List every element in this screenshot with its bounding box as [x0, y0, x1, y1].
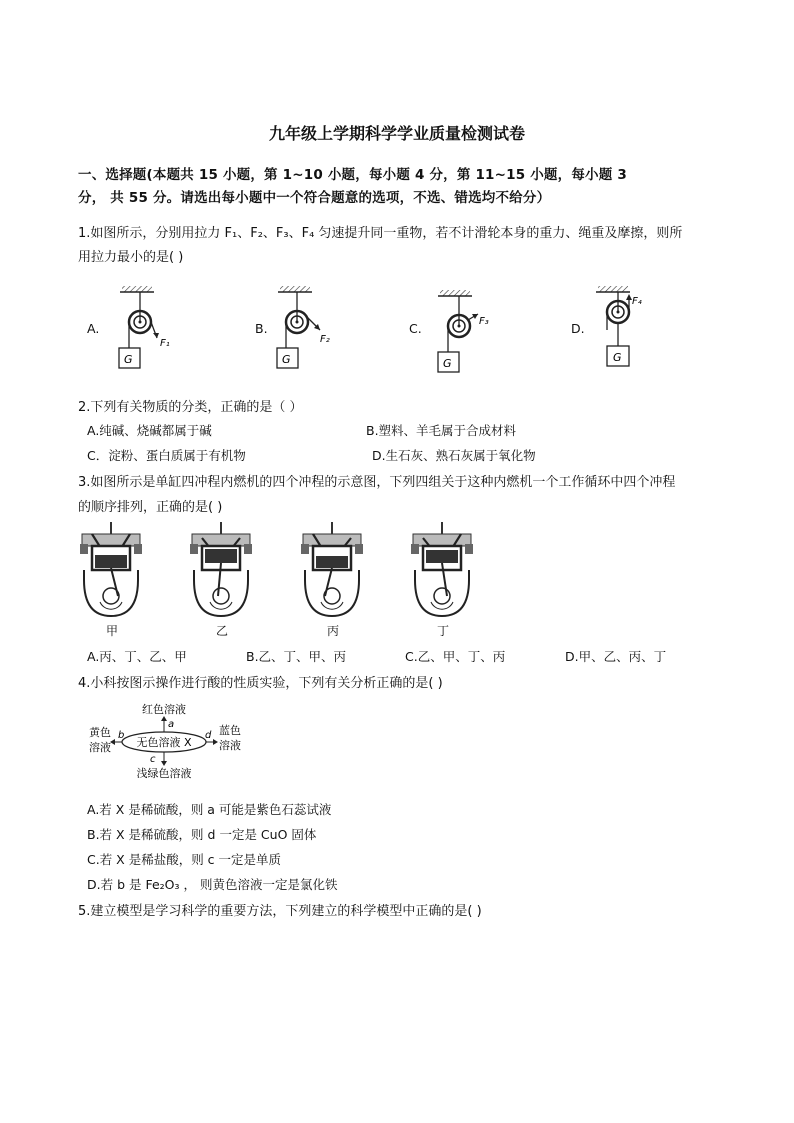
reagent-d-label: d [205, 730, 212, 741]
q1-option-b-label: B. [255, 321, 268, 336]
force-f2-label: F₂ [320, 334, 330, 345]
weight-d-label: G [613, 351, 622, 364]
engine-caption-bing: 丙 [327, 624, 340, 638]
q2-stem: 2.下列有关物质的分类，正确的是（ ） [78, 400, 303, 415]
q4-option-b: B.若 X 是稀硫酸，则 d 一定是 CuO 固体 [87, 827, 317, 842]
q3-stem-line2: 的顺序排列，正确的是( ) [78, 500, 223, 515]
yellow-solution-label-2: 溶液 [89, 741, 111, 754]
blue-solution-label-2: 溶液 [219, 739, 241, 752]
weight-b-label: G [282, 353, 291, 366]
pulley-diagrams [0, 280, 794, 375]
q3-option-d: D.甲、乙、丙、丁 [565, 649, 667, 664]
acid-reaction-diagram [80, 696, 260, 786]
q4-stem: 4.小科按图示操作进行酸的性质实验，下列有关分析正确的是( ) [78, 676, 443, 691]
q2-option-a: A.纯碱、烧碱都属于碱 [87, 423, 212, 438]
q4-option-c: C.若 X 是稀盐酸，则 c 一定是单质 [87, 852, 282, 867]
reagent-c-label: c [150, 754, 156, 765]
section-heading-line1: 一、选择题(本题共 15 小题，第 1~10 小题，每小题 4 分，第 11~15 小题，每小题 3 [78, 167, 627, 183]
center-solution-label: 无色溶液 X [136, 736, 192, 749]
q1-stem-line1: 1.如图所示，分别用拉力 F₁、F₂、F₃、F₄ 匀速提升同一重物，若不计滑轮本身的重力、绳重及摩擦，则所 [78, 226, 683, 241]
force-f1-label: F₁ [160, 338, 170, 349]
q2-option-c: C．淀粉、蛋白质属于有机物 [87, 448, 246, 463]
pulley-b-figure [277, 286, 330, 368]
q4-option-a: A.若 X 是稀硫酸，则 a 可能是紫色石蕊试液 [87, 802, 332, 817]
q1-stem-line2: 用拉力最小的是( ) [78, 250, 184, 265]
force-f4-label: F₄ [632, 296, 642, 307]
yellow-solution-label-1: 黄色 [89, 726, 111, 739]
q3-option-c: C.乙、甲、丁、丙 [405, 649, 506, 664]
q1-option-a-label: A. [87, 321, 100, 336]
engine-yi-figure [190, 522, 252, 616]
green-solution-label: 浅绿色溶液 [136, 767, 192, 780]
q1-option-d-label: D. [571, 321, 585, 336]
q5-stem: 5.建立模型是学习科学的重要方法，下列建立的科学模型中正确的是( ) [78, 904, 482, 919]
engine-ding-figure [411, 522, 473, 616]
engine-caption-ding: 丁 [437, 624, 450, 638]
q1-option-c-label: C. [409, 321, 422, 336]
blue-solution-label-1: 蓝色 [219, 724, 241, 737]
q3-stem-line1: 3.如图所示是单缸四冲程内燃机的四个冲程的示意图，下列四组关于这种内燃机一个工作循环中四个冲程 [78, 475, 676, 490]
force-f3-label: F₃ [479, 316, 489, 327]
section-heading-line2: 分， 共 55 分。请选出每小题中一个符合题意的选项，不选、错选均不给分） [78, 190, 551, 206]
engine-caption-jia: 甲 [106, 624, 119, 638]
page-title: 九年级上学期科学学业质量检测试卷 [268, 124, 525, 143]
engine-jia-figure [80, 522, 142, 616]
red-solution-label: 红色溶液 [142, 703, 186, 716]
engine-caption-yi: 乙 [216, 624, 229, 638]
q2-option-d: D.生石灰、熟石灰属于氧化物 [372, 448, 536, 463]
weight-a-label: G [124, 353, 133, 366]
q2-option-b: B.塑料、羊毛属于合成材料 [366, 423, 517, 438]
q4-option-d: D.若 b 是 Fe₂O₃ ， 则黄色溶液一定是氯化铁 [87, 877, 338, 892]
pulley-d-figure [596, 286, 642, 366]
q3-option-a: A.丙、丁、乙、甲 [87, 649, 187, 664]
pulley-a-figure [119, 286, 170, 368]
engine-stroke-diagrams [0, 520, 794, 620]
weight-c-label: G [443, 357, 452, 370]
q3-option-b: B.乙、丁、甲、丙 [246, 649, 347, 664]
engine-bing-figure [301, 522, 363, 616]
reagent-a-label: a [168, 719, 175, 730]
pulley-c-figure [438, 290, 489, 372]
reagent-b-label: b [118, 730, 125, 741]
